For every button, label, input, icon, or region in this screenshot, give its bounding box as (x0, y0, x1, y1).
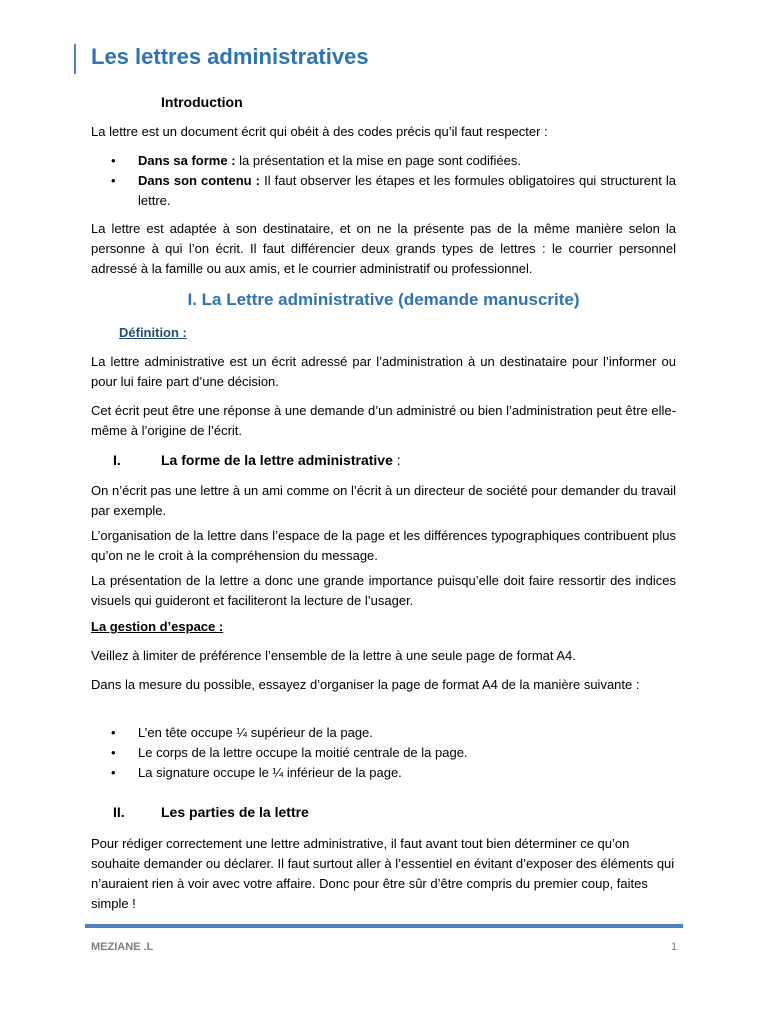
part-1-heading: I. La Lettre administrative (demande manuscrite) (187, 290, 580, 309)
footer-divider (85, 924, 683, 928)
section-1-heading (113, 452, 401, 468)
section-1-paragraph-3: La présentation de la lettre a donc une grande importance puisqu’elle doit faire ressortir des indices visuels qui guideront et faciliteront la lecture de l’usager. (91, 573, 676, 608)
list-item (111, 743, 676, 763)
bullet-text: Le corps de la lettre occupe la moitié centrale de la page. (138, 745, 468, 760)
footer-author: MEZIANE .L (91, 941, 154, 953)
intro-paragraph-2: La lettre est adaptée à son destinataire, et on ne la présente pas de la même manière selon la personne à qui l’on écrit. Il faut différencier deux grands types de lettres : le courrier personnel adressé à la famille ou aux amis, et le courrier administratif ou professionnel. (91, 221, 676, 276)
bullet-icon: • (111, 725, 116, 740)
list-item (111, 763, 676, 783)
section-title-suffix: : (392, 452, 401, 468)
definition-paragraph-1: La lettre administrative est un écrit adressé par l’administration à un destinataire pour l’informer ou pour lui faire part d’une décision. (91, 354, 676, 389)
bullet-icon: • (111, 173, 116, 188)
section-1-paragraph-4: Veillez à limiter de préférence l’ensemble de la lettre à une seule page de format A4. (91, 648, 576, 663)
intro-heading: Introduction (161, 94, 243, 110)
section-1-paragraph-2: L’organisation de la lettre dans l’espace de la page et les différences typographiques contribuent plus qu’on ne le croit à la compréhension du message. (91, 528, 676, 563)
layout-bullet-list (111, 723, 676, 783)
document-title: Les lettres administratives (91, 44, 369, 69)
list-item (111, 151, 676, 171)
definition-label: Définition : (119, 325, 187, 340)
section-2-paragraph-1: Pour rédiger correctement une lettre administrative, il faut avant tout bien déterminer ce qu’on souhaite demander ou déclarer. Il faut surtout aller à l’essentiel en évitant d’exposer des éléments qui n’auraient rien à voir avec votre affaire. Donc pour être sûr d’être compris du premier coup, faites simple ! (91, 836, 675, 911)
section-title: Les parties de la lettre (161, 804, 309, 820)
list-item (111, 171, 676, 211)
bullet-text: Il faut observer les étapes et les formules obligatoires qui structurent la lettre. (138, 173, 676, 208)
section-2-heading (113, 804, 309, 820)
section-number: II. (113, 804, 125, 820)
title-accent-bar (74, 44, 76, 74)
bullet-text: La signature occupe le ¼ inférieur de la page. (138, 765, 402, 780)
section-number: I. (113, 452, 121, 468)
gestion-espace-label: La gestion d’espace : (91, 619, 224, 634)
bullet-text: la présentation et la mise en page sont codifiées. (235, 153, 522, 168)
section-1-paragraph-5: Dans la mesure du possible, essayez d’organiser la page de format A4 de la manière suivante : (91, 677, 640, 692)
bullet-label: Dans son contenu : (138, 173, 261, 188)
section-title: La forme de la lettre administrative (161, 452, 393, 468)
intro-bullet-list (111, 151, 676, 211)
bullet-icon: • (111, 765, 116, 780)
bullet-text: L’en tête occupe ¼ supérieur de la page. (138, 725, 373, 740)
definition-paragraph-2: Cet écrit peut être une réponse à une demande d’un administré ou bien l’administration peut être elle-même à l’origine de l’écrit. (91, 403, 676, 438)
intro-paragraph-1: La lettre est un document écrit qui obéit à des codes précis qu’il faut respecter : (91, 124, 548, 139)
page-number: 1 (671, 941, 678, 953)
bullet-label: Dans sa forme : (138, 153, 236, 168)
bullet-icon: • (111, 153, 116, 168)
section-1-paragraph-1: On n’écrit pas une lettre à un ami comme on l’écrit à un directeur de société pour demander du travail par exemple. (91, 483, 676, 518)
bullet-icon: • (111, 745, 116, 760)
list-item (111, 723, 676, 743)
